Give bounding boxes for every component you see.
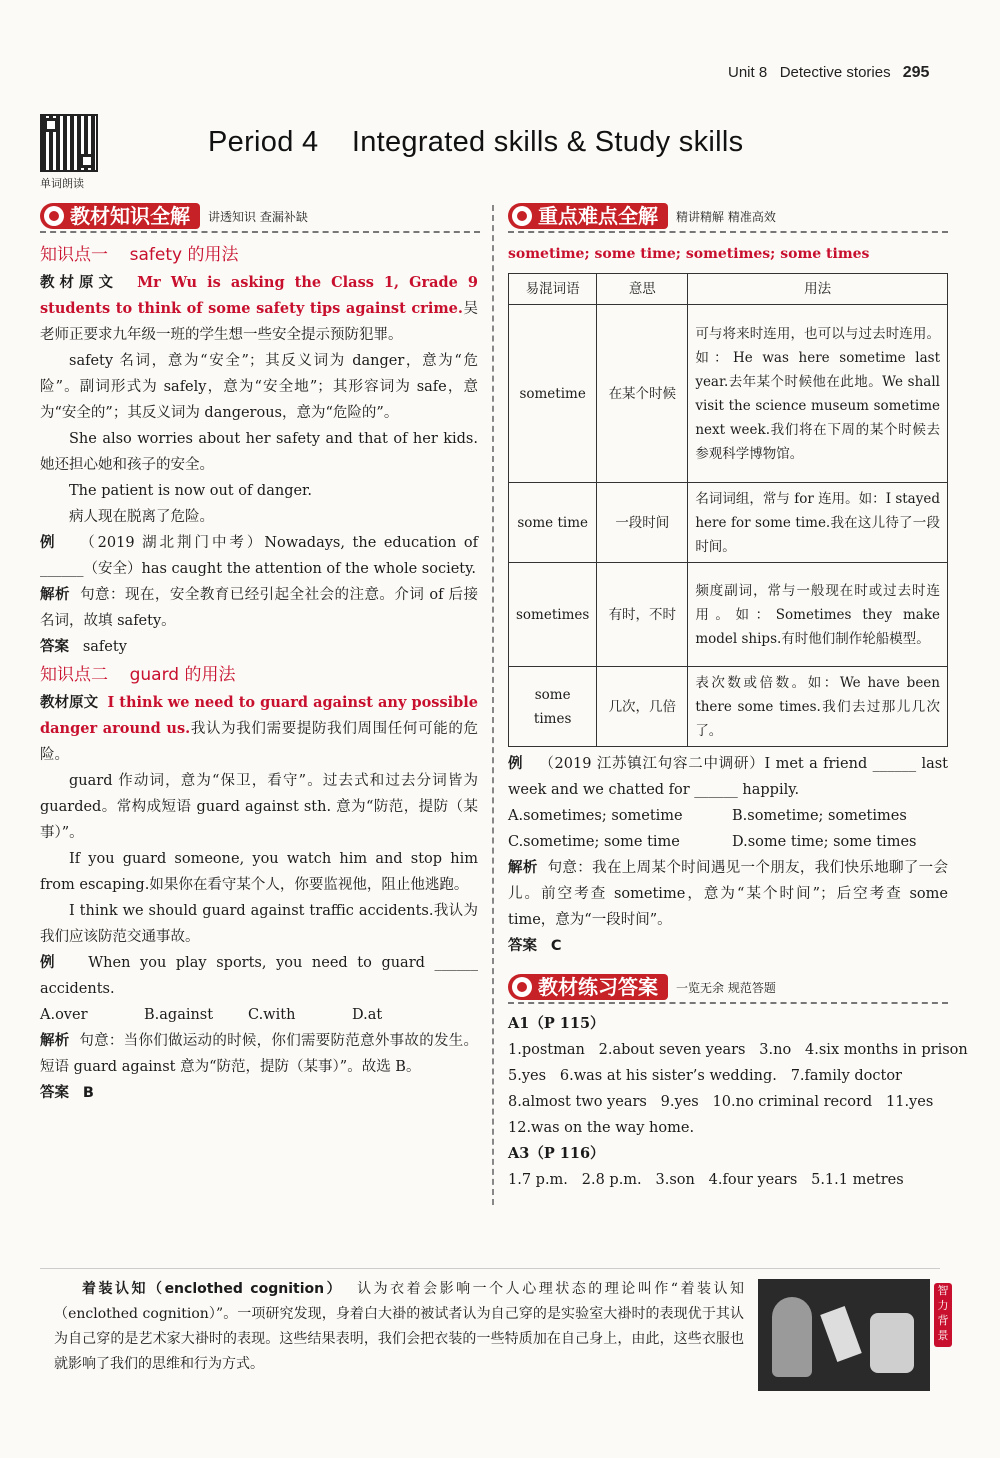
orig-en: Mr Wu is asking the Class 1, Grade 9 students to think of some safety tips against crime. (40, 274, 479, 317)
option-b[interactable]: B.against (144, 1007, 214, 1023)
kp2-answer (40, 1080, 478, 1106)
a1-line-2: 5.yes 6.was at his sister’s wedding. 7.family doctor (508, 1068, 902, 1084)
ex-en: If you guard someone, you watch him and stop him from escaping. (40, 851, 478, 893)
answers-block (508, 1011, 968, 1193)
running-header (728, 64, 929, 82)
right-options-row2 (508, 829, 948, 855)
cell-word: sometimes (509, 563, 597, 667)
col-header: 易混词语 (509, 274, 597, 305)
divider (40, 231, 480, 233)
kp1-answer (40, 634, 478, 660)
jx-text: 句意：现在，安全教育已经引起全社会的注意。介词 of 后接名词，故填 safety。 (40, 587, 479, 629)
col-header: 用法 (688, 274, 948, 305)
background-knowledge-box (40, 1268, 949, 1397)
ex-cn: 如果你在看守某个人，你要监视他，阻止他逃跑。 (149, 877, 469, 893)
ex-text: When you play sports, you need to guard ______ accidents. (40, 955, 479, 997)
banner-sub: 讲透知识 查漏补缺 (208, 209, 308, 224)
cell-meaning: 几次，几倍 (597, 667, 688, 747)
divider (508, 231, 948, 233)
jx-label: 解析 (40, 1033, 70, 1049)
kp2-example-1 (40, 846, 478, 898)
right-topic: sometime; some time; sometimes; some times (508, 246, 870, 262)
ex-text: （2019 湖北荆门中考）Nowadays, the education of ______（安全）has caught the attention of the whole society. (40, 535, 479, 577)
a1-label: A1（P 115） (508, 1015, 605, 1032)
option-a[interactable]: A.sometimes; sometime (508, 808, 683, 824)
orig-cn: 吴老师正要求九年级一班的学生想一些安全提示预防犯罪。 (40, 301, 478, 343)
kp2-original (40, 690, 478, 768)
banner-label: 教材知识全解 (40, 203, 200, 229)
option-b[interactable]: B.sometime; sometimes (732, 808, 907, 824)
a1-line-3: 8.almost two years 9.yes 10.no criminal record 11.yes (508, 1094, 934, 1110)
background-text (54, 1277, 744, 1377)
a1-line-1: 1.postman 2.about seven years 3.no 4.six months in prison (508, 1042, 968, 1058)
cell-usage: 频度副词，常与一般现在时或过去时连用。如：Sometimes they make model ships.有时他们制作轮船模型。 (688, 563, 948, 667)
table-row (509, 667, 948, 747)
cell-meaning: 在某个时候 (597, 305, 688, 483)
ans-value: B (82, 1085, 94, 1101)
confusion-table (508, 273, 948, 747)
right-column (508, 241, 948, 959)
kp2-options (40, 1002, 478, 1028)
jx-label: 解析 (508, 860, 538, 876)
ans-label: 答案 (508, 938, 537, 954)
qr-code[interactable] (40, 114, 98, 172)
kp2-exercise (40, 950, 478, 1002)
ans-label: 答案 (40, 639, 69, 655)
ex-text: （2019 江苏镇江句容二中调研）I met a friend ______ last week and we chatted for ______ happily. (508, 756, 948, 798)
kp1-example-2-en: The patient is now out of danger. (69, 483, 313, 499)
jx-text: 句意：我在上周某个时间遇见一个朋友，我们快乐地聊了一会儿。前空考查 sometime，意为“某个时间”；后空考查 some time，意为“一段时间”。 (508, 860, 949, 928)
topic-label: Detective stories (779, 64, 891, 81)
table-header (509, 274, 948, 305)
option-d[interactable]: D.some time; some times (732, 834, 917, 850)
cell-usage: 名词词组，常与 for 连用。如：I stayed here for some time.我在这儿待了一段时间。 (688, 483, 948, 563)
banner-label: 教材练习答案 (508, 974, 668, 1000)
cell-meaning: 有时，不时 (597, 563, 688, 667)
right-section-banner (508, 203, 776, 229)
jx-text: 句意：当你们做运动的时候，你们需要防范意外事故的发生。短语 guard against 意为“防范，提防（某事）”。故选 B。 (40, 1033, 479, 1075)
left-column (40, 240, 478, 1106)
kp2-heading: 知识点二 guard 的用法 (40, 665, 236, 685)
a3-line: 1.7 p.m. 2.8 p.m. 3.son 4.four years 5.1.1 metres (508, 1172, 904, 1188)
cell-word: some times (509, 667, 597, 747)
table-row (509, 305, 948, 483)
right-exercise (508, 751, 948, 803)
kp1-heading: 知识点一 safety 的用法 (40, 245, 239, 265)
kp2-analysis (40, 1028, 478, 1080)
ex-label: 例 (508, 756, 524, 772)
ans-label: 答案 (40, 1085, 69, 1101)
banner-sub: 一览无余 规范答题 (676, 980, 776, 995)
table-row (509, 563, 948, 667)
banner-sub: 精讲精解 精准高效 (676, 209, 776, 224)
kp1-exercise (40, 530, 478, 582)
kp1-example-1 (40, 426, 478, 478)
background-body: 认为衣着会影响一个人心理状态的理论叫作“着装认知（enclothed cognition）”。一项研究发现，身着白大褂的被试者认为自己穿的是实验室大褂时的表现优于其认为自己穿的是艺术家大褂时的表现。这些结果表明，我们会把衣装的一些特质加在自己身上，由此，这些衣服也就影响了我们的思维和行为方式。 (54, 1281, 745, 1372)
a3-label: A3（P 116） (508, 1145, 605, 1162)
orig-en: I think we need to guard against any possible danger around us. (40, 694, 479, 737)
kp2-example-2 (40, 898, 478, 950)
qr-label: 单词朗读 (40, 177, 84, 190)
unit-label: Unit 8 (728, 64, 768, 81)
cell-usage: 表次数或倍数。如：We have been there some times.我们去过那儿几次了。 (688, 667, 948, 747)
answers-banner (508, 974, 776, 1000)
ex-en: I think we should guard against traffic accidents. (69, 903, 434, 919)
column-divider (492, 205, 494, 1205)
a1-line-4: 12.was on the way home. (508, 1120, 695, 1136)
cell-word: some time (509, 483, 597, 563)
orig-label: 教材原文 (40, 275, 118, 291)
table-row (509, 483, 948, 563)
ex-label: 例 (40, 535, 58, 551)
page-title: Period 4 Integrated skills & Study skills (208, 126, 744, 158)
illustration-image (758, 1279, 930, 1391)
kp1-original (40, 270, 478, 348)
cell-meaning: 一段时间 (597, 483, 688, 563)
divider (508, 1002, 948, 1004)
cell-usage: 可与将来时连用，也可以与过去时连用。如：He was here sometime last year.去年某个时候他在此地。We shall visit the science museum sometime next week.我们将在下周的某个时候去参观科学博物馆。 (688, 305, 948, 483)
kp2-note: guard 作动词，意为“保卫，看守”。过去式和过去分词皆为 guarded。常构成短语 guard against sth. 意为“防范，提防（某事）”。 (40, 773, 478, 841)
option-c[interactable]: C.with (248, 1007, 296, 1023)
ex-label: 例 (40, 955, 60, 971)
cell-word: sometime (509, 305, 597, 483)
kp1-analysis (40, 582, 478, 634)
page-number: 295 (902, 64, 930, 81)
orig-label: 教材原文 (40, 695, 99, 711)
option-a[interactable]: A.over (40, 1007, 88, 1023)
option-c[interactable]: C.sometime; some time (508, 834, 680, 850)
ans-value: C (550, 938, 562, 954)
right-answer (508, 933, 948, 959)
ex-en: She also worries about her safety and that of her kids. (69, 431, 478, 447)
col-header: 意思 (597, 274, 688, 305)
ex-cn: 她还担心她和孩子的安全。 (40, 457, 214, 473)
ans-value: safety (82, 639, 127, 655)
ex-cn: 我认为我们应该防范交通事故。 (40, 903, 479, 945)
orig-cn: 我认为我们需要提防我们周围任何可能的危险。 (40, 721, 479, 763)
right-analysis (508, 855, 948, 933)
left-section-banner (40, 203, 308, 229)
kp1-note: safety 名词，意为“安全”；其反义词为 danger，意为“危险”。副词形式为 safely，意为“安全地”；其形容词为 safe，意为“安全的”；其反义词为 dangerous，意为“危险的”。 (40, 353, 478, 421)
background-lead: 着装认知（enclothed cognition） (82, 1281, 344, 1297)
right-options-row1 (508, 803, 948, 829)
option-d[interactable]: D.at (352, 1007, 383, 1023)
section-stamp: 智力背景 (934, 1283, 952, 1347)
jx-label: 解析 (40, 587, 70, 603)
kp1-example-2-cn: 病人现在脱离了危险。 (69, 509, 214, 525)
banner-label: 重点难点全解 (508, 203, 668, 229)
